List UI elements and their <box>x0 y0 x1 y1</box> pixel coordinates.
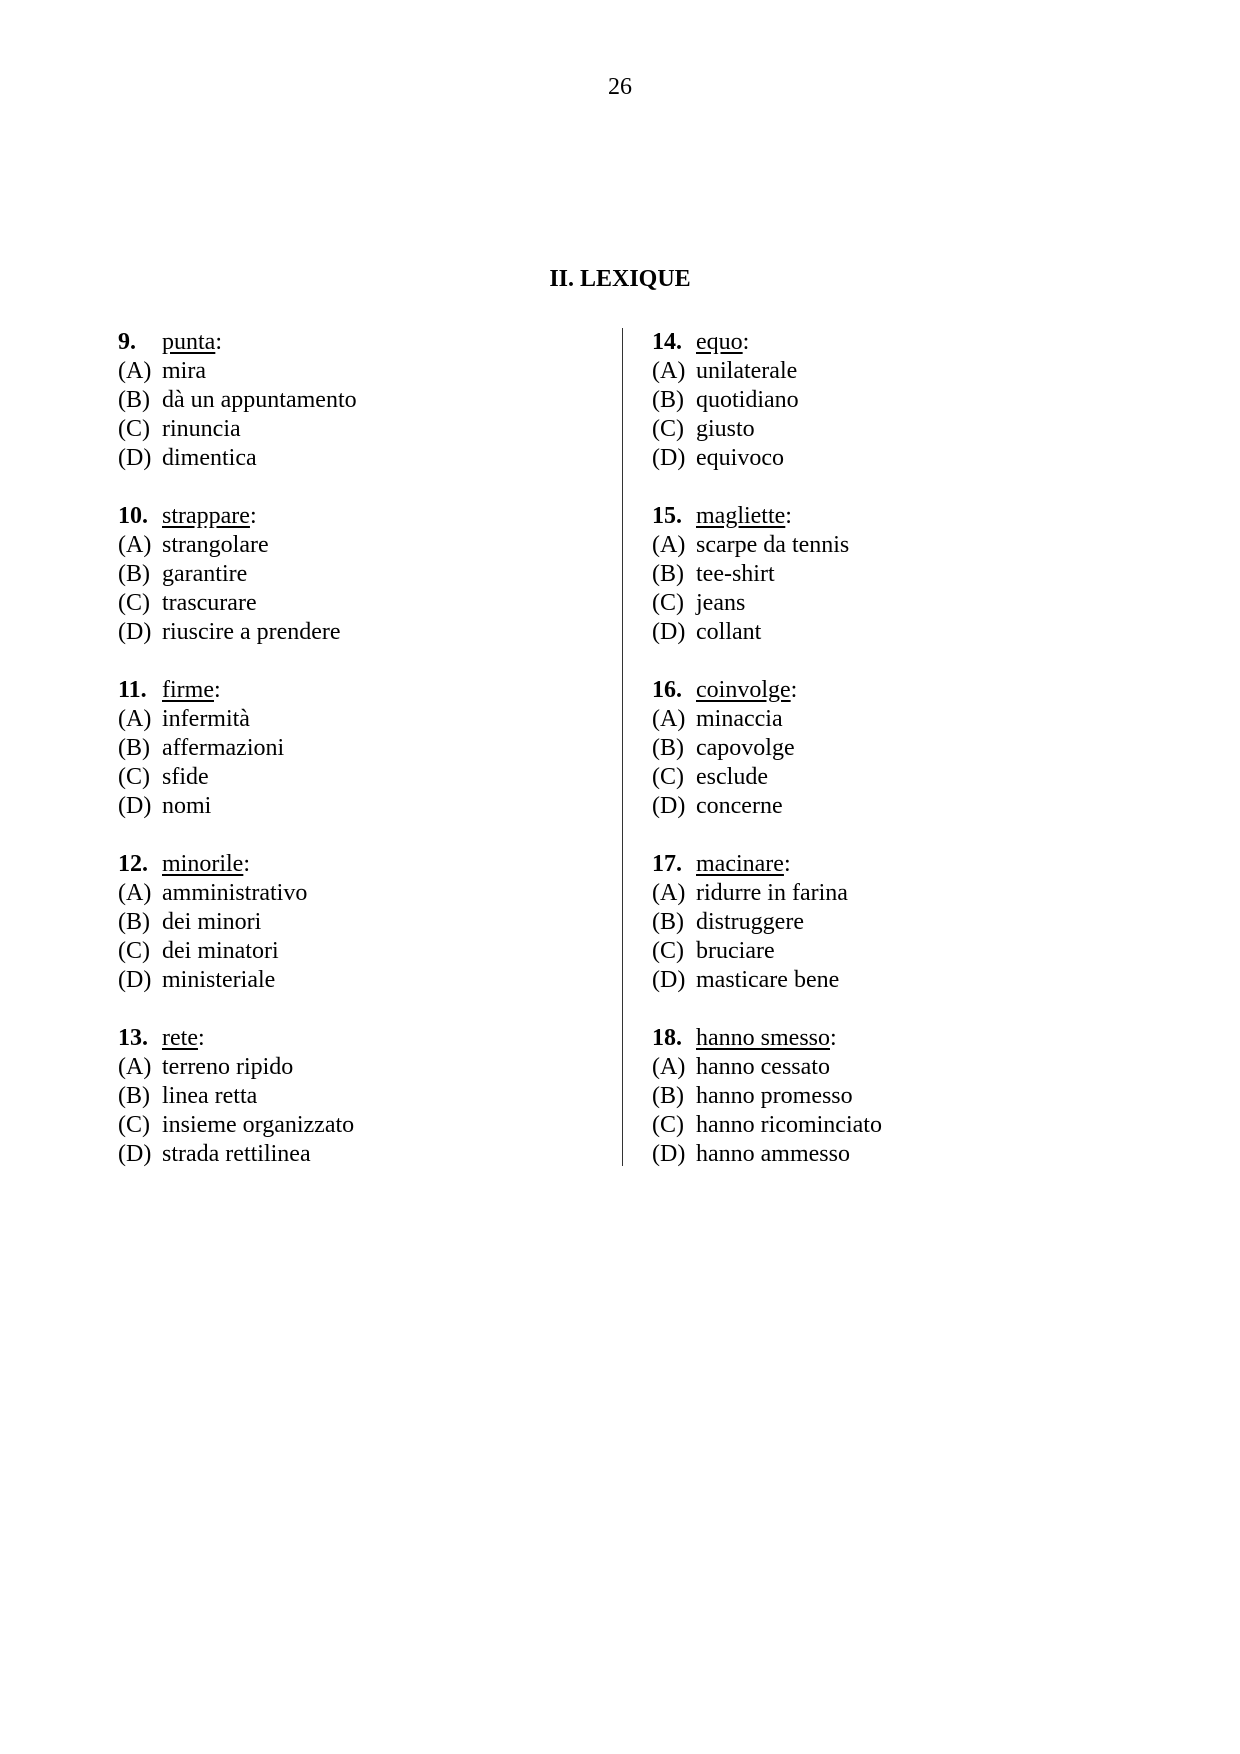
answer-option <box>118 763 598 792</box>
answer-option <box>118 531 598 560</box>
answer-option <box>118 937 598 966</box>
option-text: affermazioni <box>162 735 285 761</box>
option-letter: (A) <box>118 706 152 732</box>
answer-option <box>652 1111 1132 1140</box>
option-letter: (B) <box>652 387 684 413</box>
question-number: 16. <box>652 677 682 703</box>
answer-option <box>118 879 598 908</box>
question-term: coinvolge <box>696 677 791 703</box>
option-letter: (D) <box>652 967 686 993</box>
option-text: mira <box>162 358 206 384</box>
option-letter: (A) <box>652 358 686 384</box>
option-letter: (D) <box>652 619 686 645</box>
option-text: insieme organizzato <box>162 1112 355 1138</box>
option-text: dei minori <box>162 909 262 935</box>
answer-option <box>118 966 598 995</box>
answer-option <box>652 1082 1132 1111</box>
question-term: magliette <box>696 503 786 529</box>
option-letter: (B) <box>118 909 150 935</box>
option-letter: (D) <box>118 1141 152 1167</box>
option-letter: (D) <box>118 967 152 993</box>
answer-option <box>652 966 1132 995</box>
option-text: jeans <box>696 590 746 616</box>
option-text: riuscire a prendere <box>162 619 341 645</box>
option-text: unilaterale <box>696 358 798 384</box>
answer-option <box>652 560 1132 589</box>
option-letter: (A) <box>118 532 152 558</box>
option-letter: (C) <box>118 764 150 790</box>
question-colon: : <box>249 503 257 529</box>
question-heading <box>118 502 598 531</box>
option-text: dà un appuntamento <box>162 387 357 413</box>
question-term: punta <box>162 329 216 355</box>
answer-option <box>118 1140 598 1169</box>
question-block <box>118 1024 598 1169</box>
question-term: hanno smesso <box>696 1025 830 1051</box>
option-text: linea retta <box>162 1083 258 1109</box>
question-block <box>118 850 598 995</box>
option-letter: (A) <box>118 358 152 384</box>
question-heading <box>652 502 1132 531</box>
option-letter: (B) <box>118 387 150 413</box>
option-letter: (A) <box>652 532 686 558</box>
question-heading <box>118 328 598 357</box>
question-colon: : <box>243 851 250 877</box>
page-number: 26 <box>608 74 632 100</box>
question-block <box>118 502 598 647</box>
option-letter: (D) <box>118 445 152 471</box>
answer-option <box>652 734 1132 763</box>
option-text: minaccia <box>696 706 783 732</box>
option-text: strada rettilinea <box>162 1141 311 1167</box>
question-colon: : <box>742 329 750 355</box>
option-letter: (B) <box>118 735 150 761</box>
question-block <box>652 1024 1132 1169</box>
option-text: rinuncia <box>162 416 241 442</box>
option-letter: (C) <box>118 590 150 616</box>
question-term: equo <box>696 329 743 355</box>
answer-option <box>118 444 598 473</box>
answer-option <box>652 531 1132 560</box>
question-number: 18. <box>652 1025 682 1051</box>
option-text: amministrativo <box>162 880 308 906</box>
option-letter: (A) <box>652 1054 686 1080</box>
question-number: 13. <box>118 1025 148 1051</box>
option-text: quotidiano <box>696 387 799 413</box>
question-colon: : <box>790 677 798 703</box>
question-number: 12. <box>118 851 148 877</box>
option-text: hanno ammesso <box>696 1141 850 1167</box>
option-letter: (A) <box>652 880 686 906</box>
option-text: scarpe da tennis <box>696 532 850 558</box>
answer-option <box>118 705 598 734</box>
answer-option <box>118 357 598 386</box>
question-heading <box>652 328 1132 357</box>
question-block <box>652 850 1132 995</box>
option-letter: (C) <box>652 416 684 442</box>
option-text: tee-shirt <box>696 561 775 587</box>
question-colon: : <box>830 1025 837 1051</box>
option-letter: (D) <box>118 619 152 645</box>
question-block <box>652 502 1132 647</box>
option-letter: (D) <box>652 793 686 819</box>
question-block <box>652 676 1132 821</box>
left-question-column <box>118 328 598 1198</box>
answer-option <box>652 705 1132 734</box>
question-heading <box>652 676 1132 705</box>
option-letter: (C) <box>652 1112 684 1138</box>
option-text: hanno promesso <box>696 1083 853 1109</box>
answer-option <box>652 1053 1132 1082</box>
option-text: terreno ripido <box>162 1054 294 1080</box>
option-text: concerne <box>696 793 783 819</box>
answer-option <box>118 1082 598 1111</box>
answer-option <box>118 1111 598 1140</box>
option-letter: (B) <box>652 909 684 935</box>
option-letter: (B) <box>652 1083 684 1109</box>
question-block <box>118 328 598 473</box>
answer-option <box>652 1140 1132 1169</box>
question-heading <box>118 850 598 879</box>
question-colon: : <box>215 329 222 355</box>
section-title: II. LEXIQUE <box>549 266 691 292</box>
question-heading <box>652 850 1132 879</box>
option-text: equivoco <box>696 445 784 471</box>
answer-option <box>652 415 1132 444</box>
answer-option <box>118 734 598 763</box>
question-number: 17. <box>652 851 682 877</box>
question-colon: : <box>197 1025 205 1051</box>
question-block <box>118 676 598 821</box>
question-colon: : <box>213 677 221 703</box>
answer-option <box>118 415 598 444</box>
question-colon: : <box>783 851 791 877</box>
option-text: trascurare <box>162 590 257 616</box>
option-text: collant <box>696 619 762 645</box>
option-letter: (C) <box>118 416 150 442</box>
option-letter: (B) <box>118 1083 150 1109</box>
option-text: giusto <box>696 416 755 442</box>
option-text: hanno cessato <box>696 1054 830 1080</box>
option-text: ministeriale <box>162 967 276 993</box>
question-colon: : <box>785 503 792 529</box>
option-letter: (D) <box>652 445 686 471</box>
answer-option <box>652 589 1132 618</box>
answer-option <box>652 444 1132 473</box>
question-block <box>652 328 1132 473</box>
answer-option <box>652 792 1132 821</box>
option-text: ridurre in farina <box>696 880 848 906</box>
question-number: 10. <box>118 503 148 529</box>
option-letter: (B) <box>118 561 150 587</box>
question-number: 11. <box>118 677 147 703</box>
answer-option <box>652 386 1132 415</box>
question-number: 9. <box>118 329 136 355</box>
answer-option <box>118 1053 598 1082</box>
option-text: nomi <box>162 793 212 819</box>
answer-option <box>652 618 1132 647</box>
option-text: infermità <box>162 706 250 732</box>
option-text: masticare bene <box>696 967 840 993</box>
answer-option <box>652 908 1132 937</box>
option-letter: (B) <box>652 561 684 587</box>
answer-option <box>652 937 1132 966</box>
option-letter: (C) <box>652 764 684 790</box>
option-text: dimentica <box>162 445 257 471</box>
option-letter: (D) <box>118 793 152 819</box>
question-number: 14. <box>652 329 682 355</box>
option-text: esclude <box>696 764 768 790</box>
question-term: rete <box>162 1025 198 1051</box>
answer-option <box>118 618 598 647</box>
option-letter: (C) <box>118 1112 150 1138</box>
answer-option <box>652 763 1132 792</box>
answer-option <box>118 560 598 589</box>
answer-option <box>118 908 598 937</box>
question-heading <box>652 1024 1132 1053</box>
answer-option <box>118 386 598 415</box>
option-text: garantire <box>162 561 248 587</box>
question-term: firme <box>162 677 214 703</box>
option-text: distruggere <box>696 909 804 935</box>
answer-option <box>652 357 1132 386</box>
option-letter: (D) <box>652 1141 686 1167</box>
option-text: hanno ricominciato <box>696 1112 882 1138</box>
question-term: macinare <box>696 851 784 877</box>
option-text: bruciare <box>696 938 775 964</box>
right-question-column <box>652 328 1132 1198</box>
question-term: minorile <box>162 851 244 877</box>
option-letter: (A) <box>118 880 152 906</box>
column-divider <box>622 328 623 1166</box>
option-letter: (A) <box>118 1054 152 1080</box>
option-text: strangolare <box>162 532 269 558</box>
answer-option <box>118 792 598 821</box>
answer-option <box>652 879 1132 908</box>
answer-option <box>118 589 598 618</box>
question-heading <box>118 1024 598 1053</box>
option-letter: (A) <box>652 706 686 732</box>
question-heading <box>118 676 598 705</box>
option-letter: (C) <box>118 938 150 964</box>
option-letter: (C) <box>652 590 684 616</box>
option-text: sfide <box>162 764 209 790</box>
question-number: 15. <box>652 503 682 529</box>
option-letter: (B) <box>652 735 684 761</box>
question-term: strappare <box>162 503 250 529</box>
option-letter: (C) <box>652 938 684 964</box>
option-text: dei minatori <box>162 938 279 964</box>
option-text: capovolge <box>696 735 795 761</box>
